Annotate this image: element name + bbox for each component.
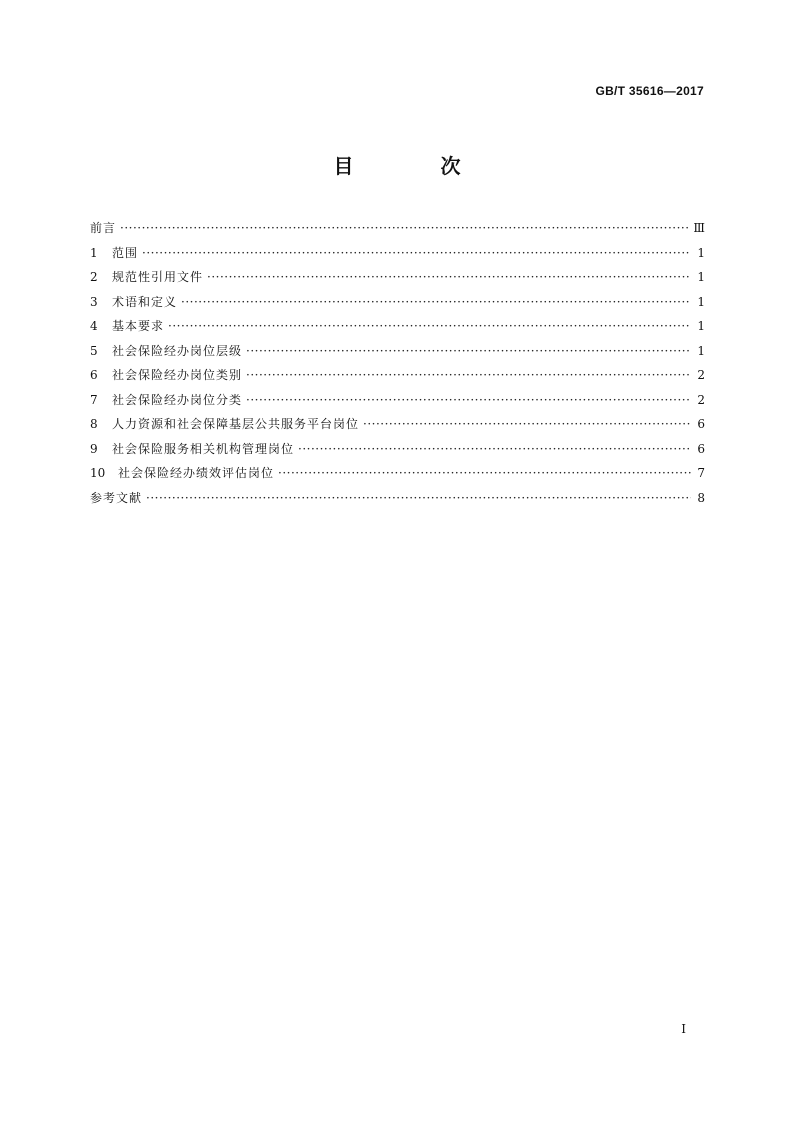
toc-entry-related-institutions[interactable] [90, 437, 705, 462]
toc-entry-page: 1 [697, 294, 705, 309]
toc-leader-dots [207, 265, 691, 290]
toc-entry-number: 10 [90, 466, 106, 480]
toc-entry-title: 术语和定义 [112, 294, 178, 309]
toc-entry-title: 范围 [112, 245, 139, 260]
toc-leader-dots [278, 461, 691, 486]
toc-leader-dots [181, 290, 691, 315]
toc-entry-public-service-platform[interactable] [90, 412, 705, 437]
toc-entry-number: 1 [90, 245, 98, 260]
toc-entry-page: 6 [697, 417, 705, 431]
toc-entry-title: 社会保险经办绩效评估岗位 [118, 466, 275, 480]
toc-entry-title: 规范性引用文件 [112, 270, 204, 284]
toc-title: 目 次 [333, 154, 501, 178]
toc-entry-page: 6 [697, 441, 705, 456]
toc-entry-page: 1 [697, 245, 705, 260]
toc-entry-title: 社会保险经办岗位类别 [112, 368, 243, 382]
toc-entry-foreword[interactable] [90, 216, 705, 241]
toc-entry-position-levels[interactable] [90, 339, 705, 364]
toc-entry-title: 前言 [90, 221, 117, 235]
toc-entry-number: 8 [90, 417, 98, 431]
toc-leader-dots [168, 314, 691, 339]
toc-leader-dots [142, 241, 691, 266]
toc-leader-dots [298, 437, 691, 462]
toc-entry-number: 2 [90, 270, 98, 284]
toc-entry-page: 1 [697, 319, 705, 333]
toc-entry-scope[interactable] [90, 241, 705, 266]
toc-entry-title: 社会保险经办岗位层级 [112, 343, 243, 358]
toc-entry-terms-definitions[interactable] [90, 290, 705, 315]
page-number: I [681, 1022, 686, 1036]
toc-entry-title: 基本要求 [112, 319, 165, 333]
toc-entry-performance-evaluation[interactable] [90, 461, 705, 486]
toc-entry-position-classification[interactable] [90, 388, 705, 413]
toc-entry-number: 6 [90, 368, 98, 382]
toc-entry-page: 2 [697, 392, 705, 407]
toc-entry-title: 社会保险经办岗位分类 [112, 392, 243, 407]
toc-entry-page: 7 [697, 466, 705, 480]
toc-entry-number: 5 [90, 343, 98, 358]
toc-entry-number: 9 [90, 441, 98, 456]
toc-entry-title: 人力资源和社会保障基层公共服务平台岗位 [112, 417, 360, 431]
toc-leader-dots [246, 363, 691, 388]
toc-entry-bibliography[interactable] [90, 486, 705, 511]
toc-leader-dots [146, 486, 691, 511]
toc-leader-dots [246, 388, 691, 413]
toc-leader-dots [246, 339, 691, 364]
toc-entry-basic-requirements[interactable] [90, 314, 705, 339]
toc-entry-page: 2 [697, 368, 705, 382]
toc-entry-number: 3 [90, 294, 98, 309]
toc-leader-dots [363, 412, 691, 437]
toc-entry-page: 8 [697, 490, 705, 505]
toc-entry-number: 4 [90, 319, 98, 333]
toc-entry-normative-references[interactable] [90, 265, 705, 290]
toc-entry-position-categories[interactable] [90, 363, 705, 388]
toc-entry-title: 社会保险服务相关机构管理岗位 [112, 441, 295, 456]
toc-entry-page: 1 [697, 270, 705, 284]
toc-entry-title: 参考文献 [90, 490, 143, 505]
toc-entry-page: Ⅲ [693, 221, 705, 235]
toc-leader-dots [120, 216, 689, 241]
toc-entry-page: 1 [697, 343, 705, 358]
table-of-contents [90, 216, 705, 510]
standard-code: GB/T 35616—2017 [595, 84, 704, 98]
toc-entry-number: 7 [90, 392, 98, 407]
